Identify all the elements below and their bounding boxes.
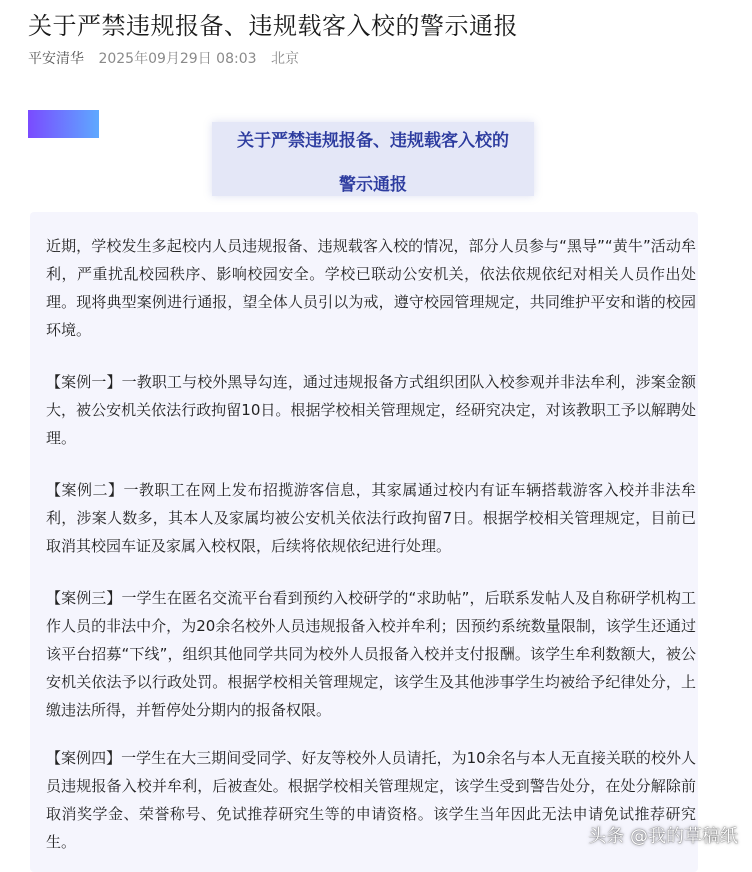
case-4-paragraph: 【案例四】一学生在大三期间受同学、好友等校外人员请托，为10余名与本人无直接关联的校外人员违规报备入校并牟利，后被查处。根据学校相关管理规定，该学生受到警告处分，在处分解除前取消奖学金、荣誉称号、免试推荐研究生等的申请资格。该学生当年因此无法申请免试推荐研究生。 — [46, 749, 696, 851]
banner-title-line-2: 警示通报 — [339, 175, 407, 195]
article-meta — [28, 48, 309, 68]
article-source[interactable]: 平安清华 — [28, 51, 84, 67]
decorative-accent-bar — [28, 110, 99, 138]
notice-banner — [212, 122, 534, 196]
article-date: 2025年09月29日 08:03 — [98, 51, 257, 67]
intro-paragraph: 近期，学校发生多起校内人员违规报备、违规载客入校的情况，部分人员参与“黑导”“黄牛”活动牟利，严重扰乱校园秩序、影响校园安全。学校已联动公安机关，依法依规依纪对相关人员作出处理。现将典型案例进行通报，望全体人员引以为戒，遵守校园管理规定，共同维护平安和谐的校园环境。 — [46, 237, 696, 339]
article-title: 关于严禁违规报备、违规载客入校的警示通报 — [28, 12, 518, 40]
article-location: 北京 — [270, 51, 299, 67]
case-1-paragraph: 【案例一】一教职工与校外黑导勾连，通过违规报备方式组织团队入校参观并非法牟利，涉案金额大，被公安机关依法行政拘留10日。根据学校相关管理规定，经研究决定，对该教职工予以解聘处理。 — [46, 373, 696, 447]
case-3-paragraph: 【案例三】一学生在匿名交流平台看到预约入校研学的“求助帖”，后联系发帖人及自称研学机构工作人员的非法中介，为20余名校外人员违规报备入校并牟利；因预约系统数量限制，该学生还通过该平台招募“下线”，组织其他同学共同为校外人员报备入校并支付报酬。该学生牟利数额大，被公安机关依法予以行政处罚。根据学校相关管理规定，该学生及其他涉事学生均被给予纪律处分，上缴违法所得，并暂停处分期内的报备权限。 — [46, 589, 696, 719]
banner-title-line-1: 关于严禁违规报备、违规载客入校的 — [237, 131, 509, 151]
case-2-paragraph: 【案例二】一教职工在网上发布招揽游客信息，其家属通过校内有证车辆搭载游客入校并非法牟利，涉案人数多，其本人及家属均被公安机关依法行政拘留7日。根据学校相关管理规定，目前已取消其校园车证及家属入校权限，后续将依规依纪进行处理。 — [46, 481, 696, 555]
watermark: 头条 @我的草稿纸 — [588, 826, 738, 847]
